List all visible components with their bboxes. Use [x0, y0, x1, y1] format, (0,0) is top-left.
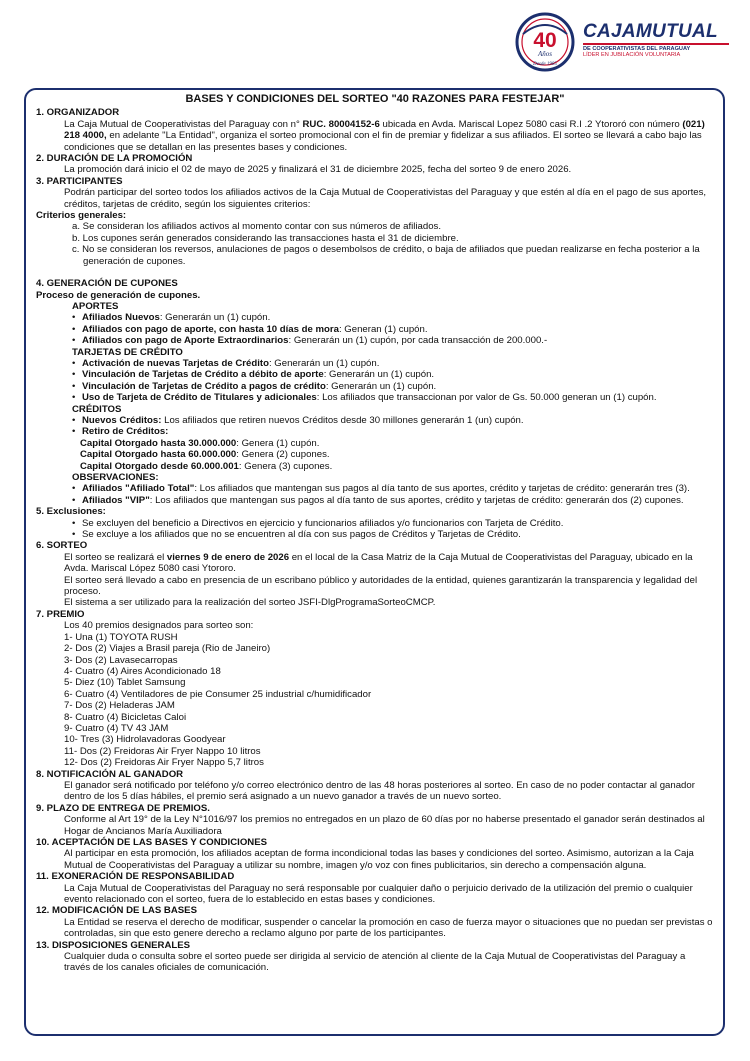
section-heading: 13. DISPOSICIONES GENERALES	[36, 939, 191, 951]
list-item: 12- Dos (2) Freidoras Air Fryer Nappo 5,7 litros	[64, 757, 264, 769]
list-item: • Afiliados con pago de Aporte Extraordinarios: Generarán un (1) cupón, por cada transacción de 200.000.-	[36, 335, 714, 346]
list-item: 5- Diez (10) Tablet Samsung	[64, 677, 186, 689]
list-item: • Se excluyen del beneficio a Directivos en ejercicio y funcionarios afiliados y/o funcionarios con Tarjeta de Crédito.	[36, 518, 714, 529]
section-heading: 10. ACEPTACIÓN DE LAS BASES Y CONDICIONES	[36, 837, 268, 848]
seal-number: 40	[533, 29, 557, 52]
list-item: • Afiliados Nuevos: Generarán un (1) cupón.	[36, 312, 714, 323]
list-item: • Vinculación de Tarjetas de Crédito a débito de aporte: Generarán un (1) cupón.	[36, 369, 714, 380]
list-item: c. No se consideran los reversos, anulaciones de pagos o desembolsos de crédito, o baja de afiliados que puedan realizarse en fecha posterior a la generación de cupones.	[72, 244, 700, 267]
section-heading: 1. ORGANIZADOR	[36, 107, 120, 119]
header-logos	[515, 12, 730, 72]
list-item: Capital Otorgado hasta 30.000.000: Genera (1) cupón.	[80, 437, 320, 449]
section-text: El sorteo se realizará el viernes 9 de enero de 2026 en el local de la Casa Matriz de la Caja Mutual de Cooperativistas del Paraguay, ubicado en la Avda. Mariscal López 5080 casi Ytororo.	[64, 551, 693, 575]
section-text: Los 40 premios designados para sorteo son:	[64, 620, 254, 632]
section-heading: 8. NOTIFICACIÓN AL GANADOR	[36, 768, 184, 780]
document-body	[36, 94, 714, 974]
section-text: El sistema a ser utilizado para la realización del sorteo JSFI-DlgProgramaSorteoCMCP.	[64, 597, 436, 609]
document-title: BASES Y CONDICIONES DEL SORTEO "40 RAZONES PARA FESTEJAR"	[185, 93, 565, 105]
category-heading: TARJETAS DE CRÉDITO	[72, 346, 183, 358]
list-item: 4- Cuatro (4) Aires Acondicionado 18	[64, 665, 221, 677]
section-heading: 6. SORTEO	[36, 540, 88, 552]
list-item: • Afiliados con pago de aporte, con hasta 10 días de mora: Generan (1) cupón.	[36, 324, 714, 335]
section-heading: 12. MODIFICACIÓN DE LAS BASES	[36, 905, 197, 917]
prize-list	[36, 632, 714, 769]
brand-logo	[583, 22, 729, 58]
brand-subtitle: DE COOPERATIVISTAS DEL PARAGUAY	[583, 43, 729, 52]
section-text: La Entidad se reserva el derecho de modificar, suspender o cancelar la promoción en caso de fuerza mayor o situaciones que no puedan ser previstas o controladas, sin que esto genere derecho a reclamo alguno por parte de los participantes.	[64, 916, 713, 940]
list-item: 6- Cuatro (4) Ventiladores de pie Consumer 25 industrial c/humidificador	[64, 688, 372, 700]
criteria-heading: Criterios generales:	[36, 210, 127, 222]
section-heading: 11. EXONERACIÓN DE RESPONSABILIDAD	[36, 871, 235, 883]
list-item: b. Los cupones serán generados considerando las transacciones hasta el 31 de diciembre.	[72, 232, 459, 244]
list-item: a. Se consideran los afiliados activos al momento contar con sus números de afiliados.	[72, 221, 442, 233]
list-item: • Se excluye a los afiliados que no se encuentren al día con sus pagos de Créditos y Tarjetas de Crédito.	[36, 529, 714, 540]
brand-tagline: LÍDER EN JUBILACIÓN VOLUNTARIA	[583, 52, 681, 58]
section-text: La Caja Mutual de Cooperativistas del Paraguay no será responsable por cualquier daño o perjuicio derivado de la utilización del premio o cualquier evento relacionado con el sorteo, fuera de lo establecido en estas bases y condiciones.	[64, 882, 693, 906]
list-item: • Uso de Tarjeta de Crédito de Titulares y adicionales: Los afiliados que transaccionan por valor de Gs. 50.000 generan un (1) cupón.	[36, 392, 714, 403]
section-heading: 7. PREMIO	[36, 608, 85, 620]
section-text: Cualquier duda o consulta sobre el sorteo puede ser dirigida al servicio de atención al cliente de la Caja Mutual de Cooperativistas del Paraguay a través de los canales oficiales de comunicación.	[64, 951, 686, 974]
section-heading: 2. DURACIÓN DE LA PROMOCIÓN	[36, 153, 193, 165]
list-item: 1- Una (1) TOYOTA RUSH	[64, 631, 178, 643]
section-text: El sorteo será llevado a cabo en presencia de un escribano público y autoridades de la entidad, quienes garantizarán la transparencia y legalidad del proceso.	[64, 574, 698, 598]
list-item: Capital Otorgado desde 60.000.001: Genera (3) cupones.	[80, 460, 333, 472]
seal-word: Años	[538, 50, 552, 58]
list-item: 10- Tres (3) Hidrolavadoras Goodyear	[64, 734, 226, 746]
section-text: Al participar en esta promoción, los afiliados aceptan de forma incondicional todas las bases y condiciones del sorteo. Asimismo, autorizan a la Caja Mutual de Cooperativistas del Paraguay a utilizar su nombre, imagen y/o voz con fines publicitarios, sin derecho a compensación alguna.	[64, 848, 694, 871]
section-text: La promoción dará inicio el 02 de mayo de 2025 y finalizará el 31 de diciembre 2025, fecha del sorteo 9 de enero 2026.	[64, 164, 572, 176]
section-text: Conforme al Art 19° de la Ley N°1016/97 los premios no entregados en un plazo de 60 días por no haberse presentado el ganador serán destinados al Hogar de Ancianos María Auxiliadora	[64, 814, 705, 837]
anniversary-seal-logo	[515, 12, 575, 72]
category-heading: OBSERVACIONES:	[72, 472, 159, 483]
brand-name: CAJAMUTUAL	[583, 21, 718, 42]
list-item: 9- Cuatro (4) TV 43 JAM	[64, 722, 169, 734]
section-heading: 5. Exclusiones:	[36, 506, 106, 518]
list-item: • Retiro de Créditos:	[36, 426, 714, 437]
list-item: 3- Dos (2) Lavasecarropas	[64, 654, 178, 666]
section-text: Podrán participar del sorteo todos los afiliados activos de la Caja Mutual de Cooperativistas del Paraguay y que estén al día en el pago de sus aportes, créditos, tarjetas de crédito, según los siguientes criterios:	[64, 187, 707, 210]
seal-since: Desde 1985	[533, 62, 557, 67]
section-heading: 9. PLAZO DE ENTREGA DE PREMIOS.	[36, 802, 210, 814]
list-item: • Nuevos Créditos: Los afiliados que retiren nuevos Créditos desde 30 millones generarán 1 (un) cupón.	[36, 415, 714, 426]
section-text: El ganador será notificado por teléfono y/o correo electrónico dentro de las 48 horas posteriores al sorteo. En caso de no poder contactar al ganador dentro de los 5 días hábiles, el premio será asignado a un nuevo ganador a través de un nuevo sorteo.	[64, 779, 695, 803]
list-item: • Vinculación de Tarjetas de Crédito a pagos de crédito: Generarán un (1) cupón.	[36, 381, 714, 392]
section-text: La Caja Mutual de Cooperativistas del Paraguay con n° RUC. 80004152-6 ubicada en Avda. Mariscal Lopez 5080 casi R.I .2 Ytororó con número (021) 218 4000, en adelante "La Entidad", organiza el sorteo promocional con el fin de premiar y fidelizar a sus afiliados. El sorteo se llevará a cabo bajo las condiciones que se detallan en las presentes bases y condiciones.	[64, 118, 705, 153]
list-item: 11- Dos (2) Freidoras Air Fryer Nappo 10 litros	[64, 745, 261, 757]
section-heading: 4. GENERACIÓN DE CUPONES	[36, 278, 178, 290]
category-heading: CRÉDITOS	[72, 403, 122, 415]
list-item: 7- Dos (2) Heladeras JAM	[64, 700, 175, 712]
criteria-list	[36, 221, 714, 267]
category-heading: APORTES	[72, 300, 119, 312]
list-item: 8- Cuatro (4) Bicicletas Caloi	[64, 711, 187, 723]
list-item: • Afiliados "VIP": Los afiliados que mantengan sus pagos al día tanto de sus aportes, crédito y tarjetas de crédito: generarán dos (2) cupones.	[36, 495, 714, 506]
process-heading: Proceso de generación de cupones.	[36, 289, 201, 301]
section-heading: 3. PARTICIPANTES	[36, 175, 123, 187]
list-item: • Activación de nuevas Tarjetas de Crédito: Generarán un (1) cupón.	[36, 358, 714, 369]
list-item: 2- Dos (2) Viajes a Brasil pareja (Rio de Janeiro)	[64, 643, 271, 655]
list-item: • Afiliados "Afiliado Total": Los afiliados que mantengan sus pagos al día tanto de sus aportes, crédito y tarjetas de crédito: generarán tres (3).	[36, 483, 714, 494]
list-item: Capital Otorgado hasta 60.000.000: Genera (2) cupones.	[80, 449, 330, 461]
